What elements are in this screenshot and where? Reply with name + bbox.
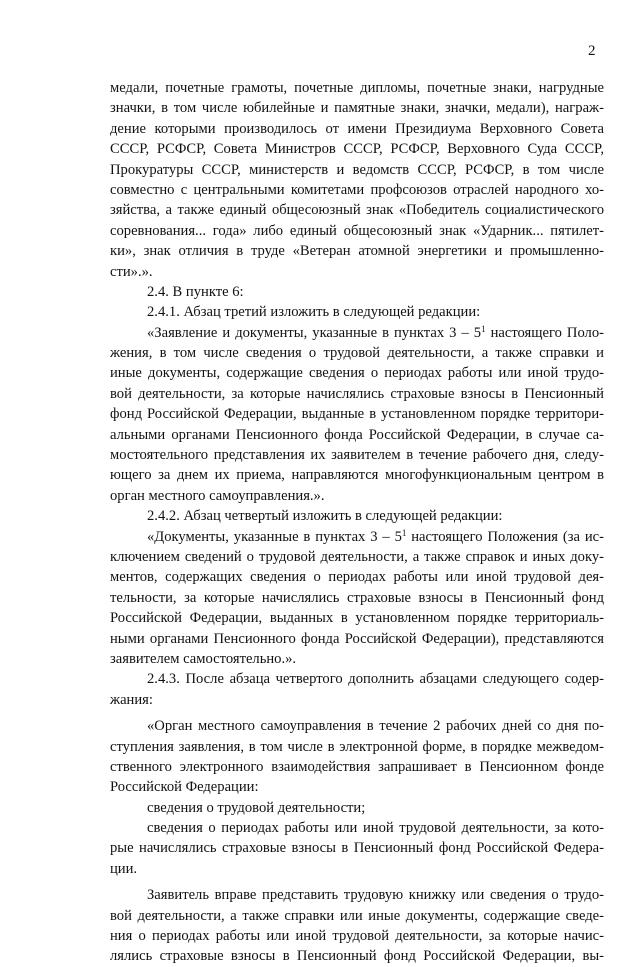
document-body bbox=[110, 78, 604, 967]
text-line: Заявитель вправе представить трудовую книжку или сведения о трудо- bbox=[147, 887, 604, 904]
text-fragment: настоящего Положения (за ис- bbox=[406, 528, 605, 545]
text-line: дение которыми производилось от имени Президиума Верховного Совета bbox=[110, 120, 604, 137]
text-line: вой деятельности, за которые начислялись страховые взносы в Пенсионный bbox=[110, 385, 604, 402]
text-line: фонд Российской Федерации, выданные в установленном порядке территори- bbox=[110, 406, 604, 423]
text-line: жания: bbox=[110, 691, 153, 708]
subsection-heading: 2.4.3. После абзаца четвертого дополнить абзацами следующего содер- bbox=[147, 671, 604, 688]
text-line: ментов, содержащих сведения о периодах работы или иной трудовой дея- bbox=[110, 569, 604, 586]
text-line: ки», знак отличия в труде «Ветеран атомной энергетики и промышленно- bbox=[110, 243, 604, 260]
subsection-heading: 2.4.2. Абзац четвертый изложить в следующей редакции: bbox=[147, 508, 503, 525]
text-line: лялись страховые взносы в Пенсионный фонд Российской Федерации, вы- bbox=[110, 948, 604, 965]
text-line: жения, в том числе сведения о трудовой деятельности, а также справки и bbox=[110, 345, 604, 362]
text-line: ступления заявления, в том числе в электронной форме, в порядке межведом- bbox=[110, 738, 604, 755]
superscript: 1 bbox=[401, 527, 407, 538]
text-line: значки, в том числе юбилейные и памятные знаки, значки, медали), награж- bbox=[110, 100, 604, 117]
text-fragment: «Заявление и документы, указанные в пунктах 3 – 5 bbox=[147, 324, 482, 341]
text-line: Российской Федерации: bbox=[110, 779, 259, 796]
text-fragment: «Документы, указанные в пунктах 3 – 5 bbox=[147, 528, 402, 545]
text-line bbox=[110, 323, 604, 343]
text-line: ственного электронного взаимодействия запрашивает в Пенсионном фонде bbox=[110, 758, 604, 775]
text-fragment: настоящего Поло- bbox=[485, 324, 604, 341]
text-line bbox=[110, 527, 604, 547]
section-heading: 2.4. В пункте 6: bbox=[147, 283, 244, 300]
page-number: 2 bbox=[588, 43, 596, 59]
list-item: сведения о периодах работы или иной трудовой деятельности, за кото- bbox=[147, 820, 604, 837]
superscript: 1 bbox=[481, 323, 486, 334]
text-line: медали, почетные грамоты, почетные дипломы, почетные знаки, нагрудные bbox=[110, 80, 604, 96]
text-line: альными органами Пенсионного фонда Российской Федерации, в случае са- bbox=[110, 426, 604, 443]
text-line: мостоятельного представления их заявителем в течение рабочего дня, следу- bbox=[110, 447, 604, 464]
text-line: ключением сведений о трудовой деятельности, а также справок и иных доку- bbox=[110, 548, 604, 565]
text-line: СССР, РСФСР, Совета Министров СССР, РСФСР, Верховного Суда СССР, bbox=[110, 141, 604, 158]
text-line: рые начислялись страховые взносы в Пенсионный фонд Российской Федера- bbox=[110, 840, 604, 857]
text-line: тельности, за которые начислялись страховые взносы в Пенсионный фонд bbox=[110, 589, 604, 606]
text-line: Российской Федерации, выданных в установленном порядке территориаль- bbox=[110, 610, 604, 627]
text-line: совместно с центральными комитетами профсоюзов отраслей народного хо- bbox=[110, 181, 604, 198]
text-line: орган местного самоуправления.». bbox=[110, 487, 325, 504]
text-line: иные документы, содержащие сведения о периодах работы или иной трудо- bbox=[110, 365, 604, 382]
list-item: сведения о трудовой деятельности; bbox=[147, 799, 366, 816]
text-line: соревнования... года» либо единый общесоюзный знак «Ударник... пятилет- bbox=[110, 222, 604, 239]
text-line: Прокуратуры СССР, министерств и ведомств СССР, РСФСР, в том числе bbox=[110, 161, 604, 178]
text-line: ции. bbox=[110, 860, 138, 877]
text-line: зяйства, а также единый общесоюзный знак «Победитель социалистического bbox=[110, 202, 604, 219]
subsection-heading: 2.4.1. Абзац третий изложить в следующей редакции: bbox=[147, 304, 481, 321]
text-line: ющего за днем их приема, направляются многофункциональным центром в bbox=[110, 467, 604, 484]
text-line: ния о периодах работы или иной трудовой деятельности, за которые начис- bbox=[110, 928, 604, 945]
text-line: сти».». bbox=[110, 263, 153, 280]
text-line: ными органами Пенсионного фонда Российской Федерации), представляются bbox=[110, 630, 604, 647]
text-line: заявителем самостоятельно.». bbox=[110, 650, 297, 667]
text-line: вой деятельности, а также справки или иные документы, содержащие сведе- bbox=[110, 907, 604, 924]
text-line: «Орган местного самоуправления в течение 2 рабочих дней со дня по- bbox=[147, 718, 604, 735]
